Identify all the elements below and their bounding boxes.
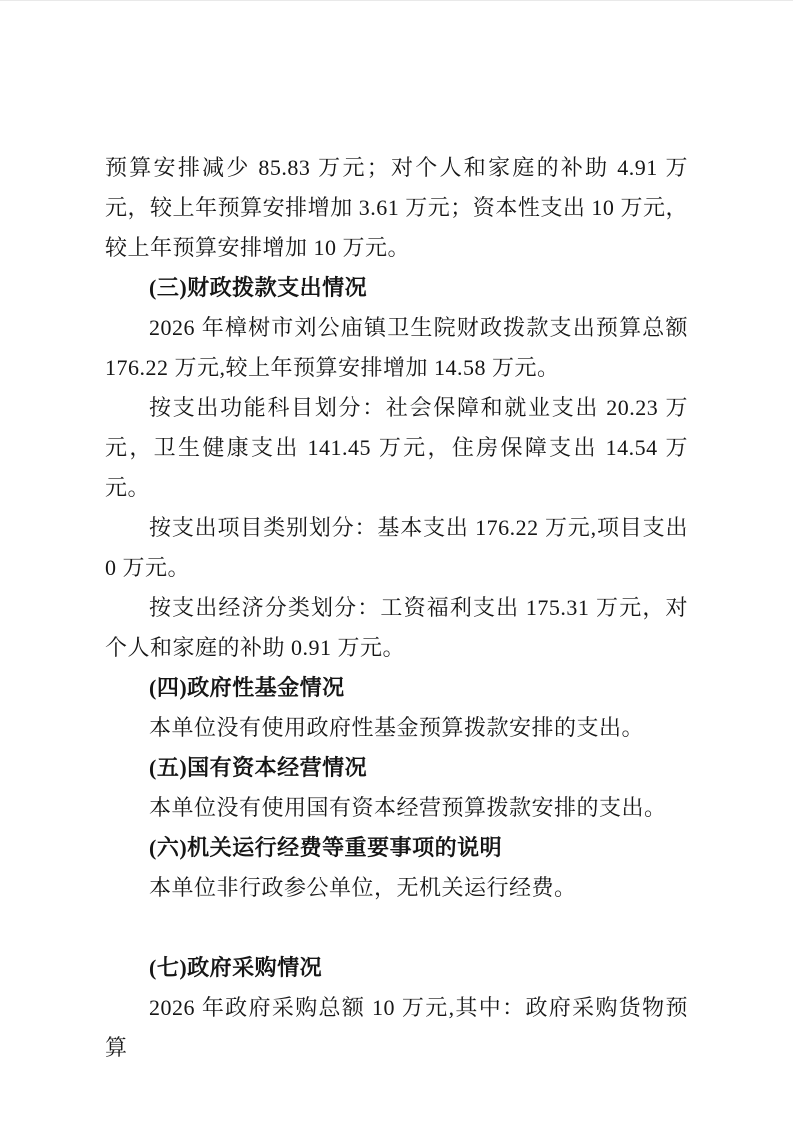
document-body: [105, 148, 688, 1068]
paragraph-procurement-total: 2026 年政府采购总额 10 万元,其中：政府采购货物预算: [105, 995, 688, 1060]
paragraph-expenditure-by-function: 按支出功能科目划分：社会保障和就业支出 20.23 万元，卫生健康支出 141.45 万元，住房保障支出 14.54 万元。: [105, 395, 688, 500]
paragraph-basic-expenditure-continued: 预算安排减少 85.83 万元；对个人和家庭的补助 4.91 万元，较上年预算安排增加 3.61 万元；资本性支出 10 万元，较上年预算安排增加 10 万元。: [105, 155, 688, 260]
heading-section-7-government-procurement: (七)政府采购情况: [149, 955, 323, 980]
paragraph-government-funds-statement: 本单位没有使用政府性基金预算拨款安排的支出。: [149, 715, 645, 740]
paragraph-fiscal-appropriation-total: 2026 年樟树市刘公庙镇卫生院财政拨款支出预算总额 176.22 万元,较上年预算安排增加 14.58 万元。: [105, 315, 688, 380]
heading-section-6-operating-expenses-notes: (六)机关运行经费等重要事项的说明: [149, 835, 503, 860]
paragraph-state-capital-statement: 本单位没有使用国有资本经营预算拨款安排的支出。: [149, 795, 667, 820]
blank-line: [105, 908, 688, 948]
paragraph-operating-expenses-statement: 本单位非行政参公单位，无机关运行经费。: [149, 875, 577, 900]
paragraph-expenditure-by-project-type: 按支出项目类别划分：基本支出 176.22 万元,项目支出 0 万元。: [105, 515, 688, 580]
paragraph-expenditure-by-economic-class: 按支出经济分类划分：工资福利支出 175.31 万元，对个人和家庭的补助 0.91 万元。: [105, 595, 688, 660]
heading-section-3-fiscal-appropriation-expenditure: (三)财政拨款支出情况: [149, 275, 368, 300]
heading-section-4-government-funds: (四)政府性基金情况: [149, 675, 345, 700]
heading-section-5-state-capital-operation: (五)国有资本经营情况: [149, 755, 368, 780]
